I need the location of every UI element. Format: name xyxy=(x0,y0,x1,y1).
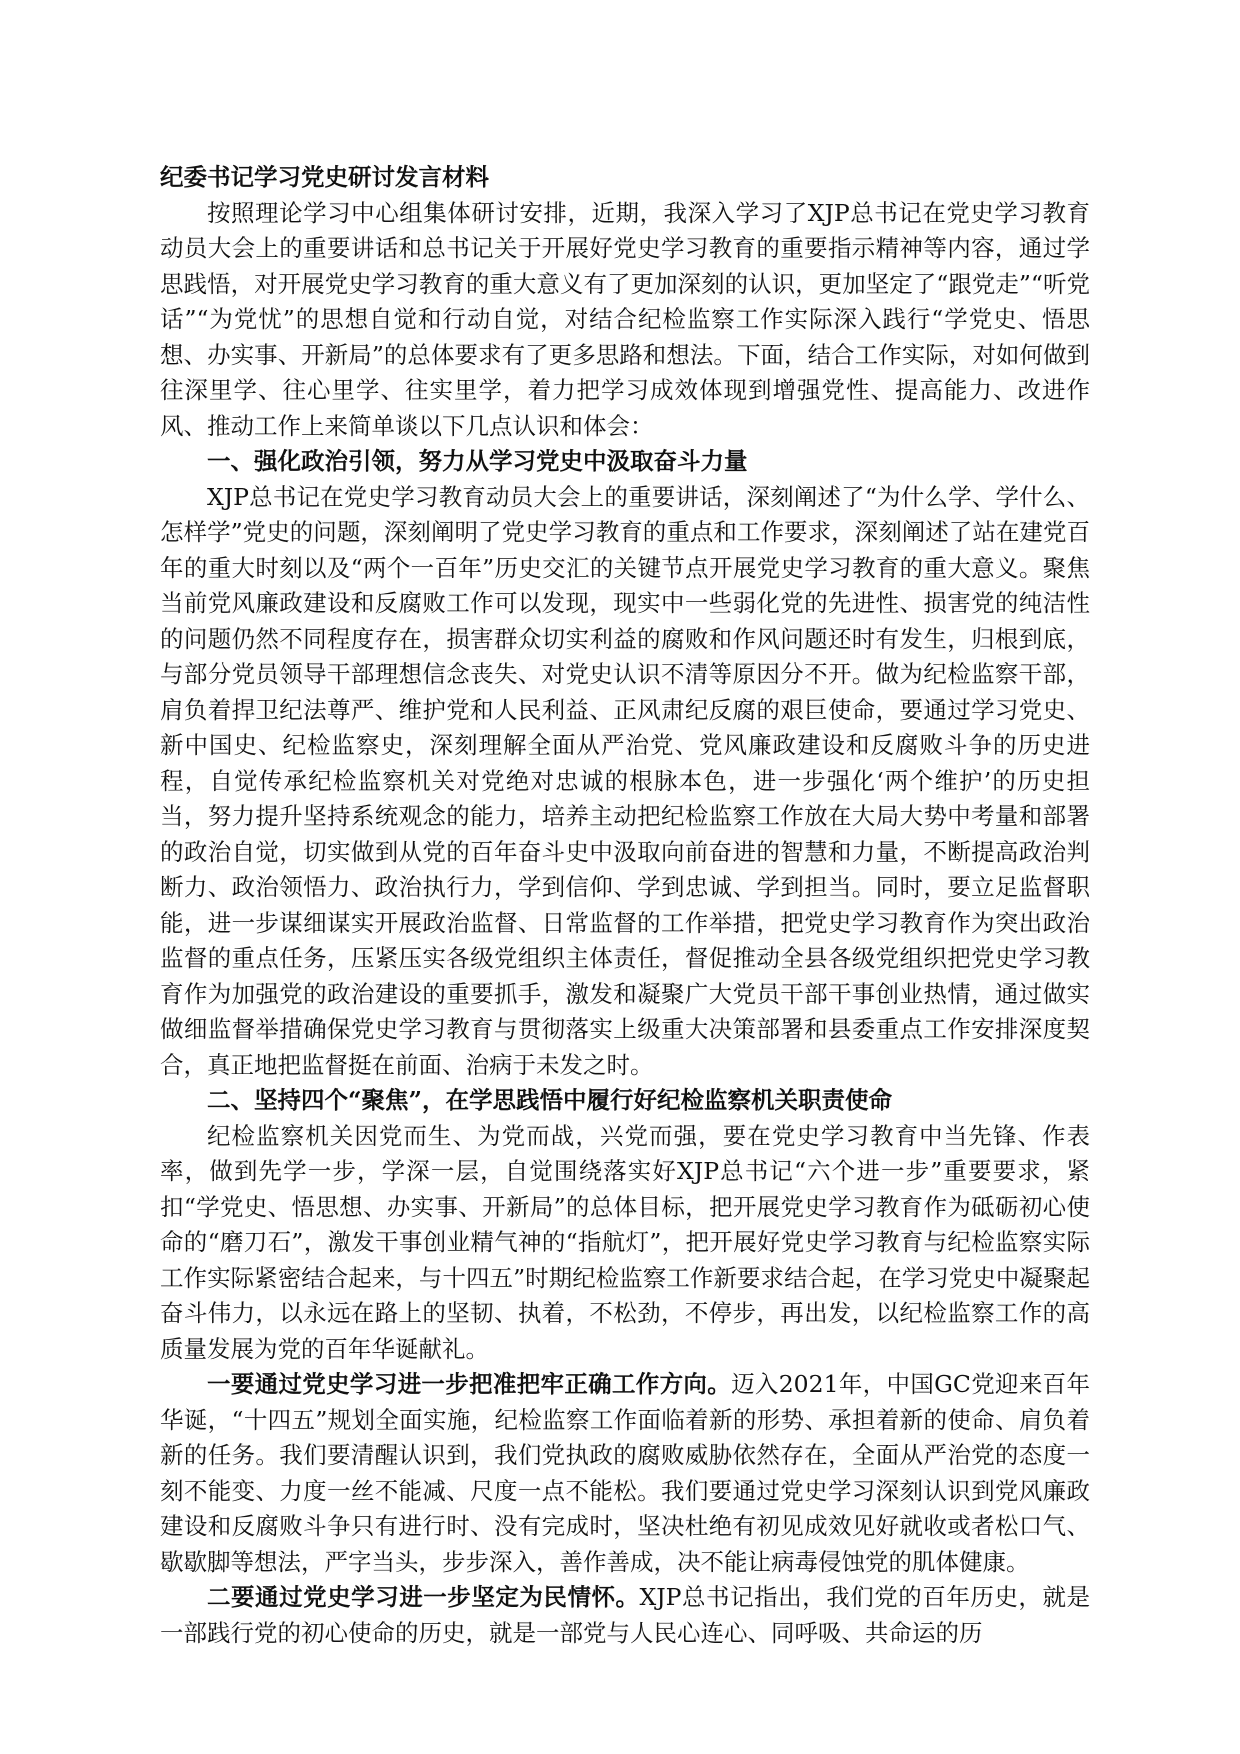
point-1-lead: 一要通过党史学习进一步把准把牢正确工作方向。 xyxy=(207,1370,732,1398)
intro-paragraph: 按照理论学习中心组集体研讨安排，近期，我深入学习了XJP总书记在党史学习教育动员大会上的重要讲话和总书记关于开展好党史学习教育的重要指示精神等内容，通过学思践悟，对开展党史学习教育的重大意义有了更加深刻的认识，更加坚定了“跟党走”“听党话”“为党忧”的思想自觉和行动自觉，对结合纪检监察工作实际深入践行“学党史、悟思想、办实事、开新局”的总体要求有了更多思路和想法。下面，结合工作实际，对如何做到往深里学、往心里学、往实里学，着力把学习成效体现到增强党性、提高能力、改进作风、推动工作上来简单谈以下几点认识和体会： xyxy=(160,198,1090,440)
point-2-body: XJP总书记指出，我们党的百年历史，就是一部践行党的初心使命的历史，就是一部党与人民心连心、同呼吸、共命运的历 xyxy=(160,1583,1090,1647)
point-2-lead: 二要通过党史学习进一步坚定为民情怀。 xyxy=(207,1583,640,1611)
section-1-paragraph: XJP总书记在党史学习教育动员大会上的重要讲话，深刻阐述了“为什么学、学什么、怎样学”党史的问题，深刻阐明了党史学习教育的重点和工作要求，深刻阐述了站在建党百年的重大时刻以及“两个一百年”历史交汇的关键节点开展党史学习教育的重大意义。聚焦当前党风廉政建设和反腐败工作可以发现，现实中一些弱化党的先进性、损害党的纯洁性的问题仍然不同程度存在，损害群众切实利益的腐败和作风问题还时有发生，归根到底，与部分党员领导干部理想信念丧失、对党史认识不清等原因分不开。做为纪检监察干部，肩负着捍卫纪法尊严、维护党和人民利益、正风肃纪反腐的艰巨使命，要通过学习党史、新中国史、纪检监察史，深刻理解全面从严治党、党风廉政建设和反腐败斗争的历史进程，自觉传承纪检监察机关对党绝对忠诚的根脉本色，进一步强化‘两个维护’的历史担当，努力提升坚持系统观念的能力，培养主动把纪检监察工作放在大局大势中考量和部署的政治自觉，切实做到从党的百年奋斗史中汲取向前奋进的智慧和力量，不断提高政治判断力、政治领悟力、政治执行力，学到信仰、学到忠诚、学到担当。同时，要立足监督职能，进一步谋细谋实开展政治监督、日常监督的工作举措，把党史学习教育作为突出政治监督的重点任务，压紧压实各级党组织主体责任，督促推动全县各级党组织把党史学习教育作为加强党的政治建设的重要抓手，激发和凝聚广大党员干部干事创业热情，通过做实做细监督举措确保党史学习教育与贯彻落实上级重大决策部署和县委重点工作安排深度契合，真正地把监督挺在前面、治病于未发之时。 xyxy=(160,482,1090,1079)
document-title: 纪委书记学习党史研讨发言材料 xyxy=(160,163,489,191)
point-1-body: 迈入2021年，中国GC党迎来百年华诞，“十四五”规划全面实施，纪检监察工作面临着新的形势、承担着新的使命、肩负着新的任务。我们要清醒认识到，我们党执政的腐败威胁依然存在，全面从严治党的态度一刻不能变、力度一丝不能减、尺度一点不能松。我们要通过党史学习深刻认识到党风廉政建设和反腐败斗争只有进行时、没有完成时，坚决杜绝有初见成效见好就收或者松口气、歇歇脚等想法，严字当头，步步深入，善作善成，决不能让病毒侵蚀党的肌体健康。 xyxy=(160,1370,1090,1576)
point-2-paragraph xyxy=(160,1580,1090,1651)
section-2-paragraph: 纪检监察机关因党而生、为党而战，兴党而强，要在党史学习教育中当先锋、作表率，做到先学一步，学深一层，自觉围绕落实好XJP总书记“六个进一步”重要要求，紧扣“学党史、悟思想、办实事、开新局”的总体目标，把开展党史学习教育作为砥砺初心使命的“磨刀石”，激发干事创业精气神的“指航灯”，把开展好党史学习教育与纪检监察实际工作实际紧密结合起来，与十四五”时期纪检监察工作新要求结合起，在学习党史中凝聚起奋斗伟力，以永远在路上的坚韧、执着，不松劲，不停步，再出发，以纪检监察工作的高质量发展为党的百年华诞献礼。 xyxy=(160,1121,1090,1363)
point-1-paragraph xyxy=(160,1367,1090,1580)
document-body xyxy=(160,160,1090,1651)
section-2-heading: 二、坚持四个“聚焦”，在学思践悟中履行好纪检监察机关职责使命 xyxy=(207,1086,893,1114)
section-1-heading: 一、强化政治引领，努力从学习党史中汲取奋斗力量 xyxy=(207,447,748,475)
